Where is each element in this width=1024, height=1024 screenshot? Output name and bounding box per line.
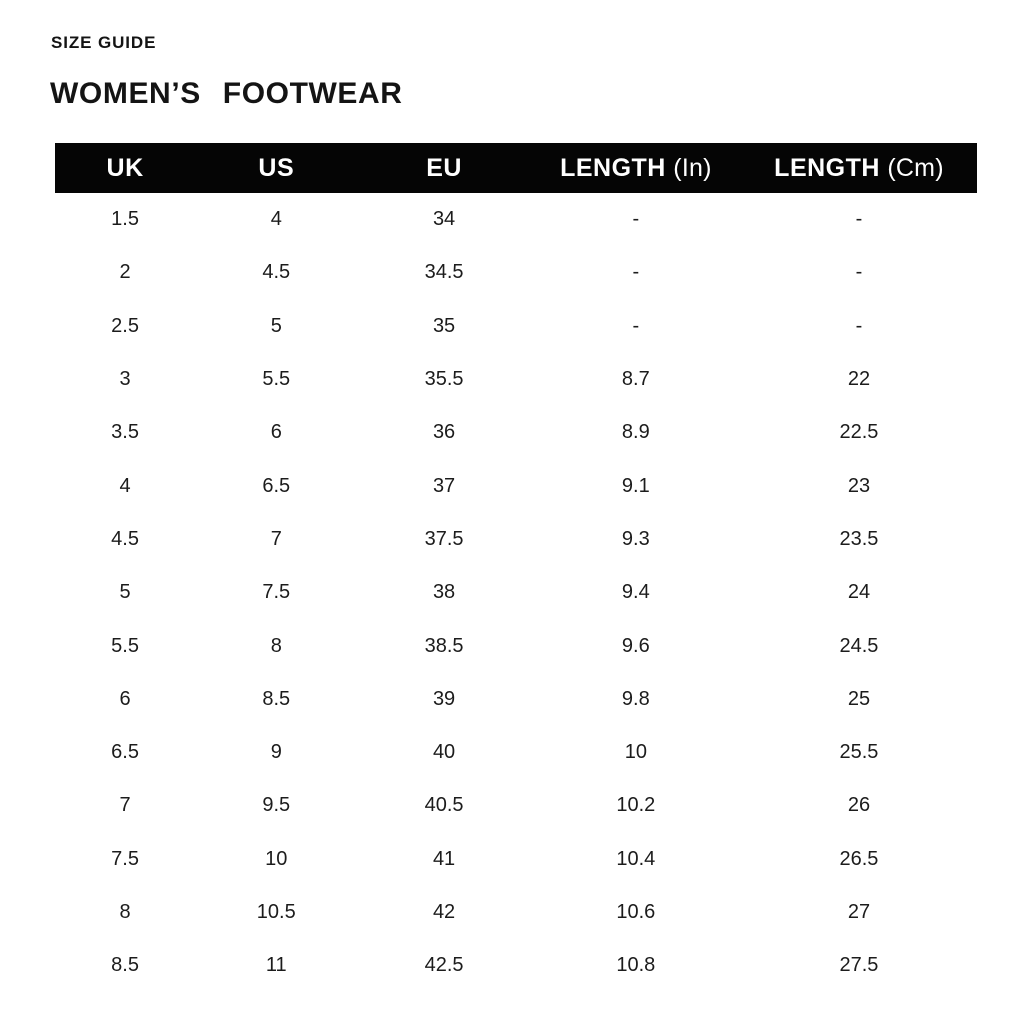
- table-row: [55, 673, 977, 726]
- table-cell: 26: [847, 794, 871, 817]
- table-cell: 7: [119, 794, 131, 817]
- column-header-eu: EU: [357, 143, 530, 193]
- header-row: [55, 143, 977, 193]
- column-header-us: US: [195, 143, 357, 193]
- table-cell: 9.1: [621, 474, 650, 497]
- table-cell: 22: [847, 368, 871, 391]
- table-row: [55, 833, 977, 886]
- table-row: [55, 939, 977, 992]
- column-header-length-cm: LENGTH (Cm): [741, 143, 977, 193]
- table-cell: 4: [119, 474, 131, 497]
- table-cell: 37: [432, 474, 456, 497]
- table-cell: 10: [265, 847, 288, 870]
- table-cell: 5.5: [262, 368, 291, 391]
- table-cell: 10.6: [616, 901, 656, 923]
- table-cell: 8.9: [621, 421, 650, 444]
- table-cell: 2.5: [111, 314, 139, 337]
- table-cell: 8: [270, 634, 282, 657]
- table-cell: -: [855, 314, 863, 337]
- table-cell: 9.8: [621, 687, 650, 710]
- table-row: [55, 406, 977, 459]
- table-row: [55, 246, 977, 299]
- table-row: [55, 513, 977, 566]
- table-row: [55, 353, 977, 406]
- table-cell: 2: [119, 261, 131, 284]
- table-cell: 10.2: [616, 794, 656, 817]
- table-cell: 7.5: [262, 581, 291, 604]
- table-cell: -: [632, 208, 640, 231]
- table-cell: 4.5: [111, 527, 139, 550]
- table-cell: 27: [847, 901, 871, 923]
- table-cell: 8: [119, 901, 131, 923]
- table-cell: 11: [265, 954, 287, 977]
- table-cell: 42: [432, 901, 456, 923]
- table-cell: 22.5: [839, 421, 879, 444]
- size-table-header: [55, 143, 977, 193]
- table-row: [55, 619, 977, 672]
- table-cell: 37.5: [424, 527, 464, 550]
- table-cell: 38: [432, 581, 456, 604]
- table-cell: -: [855, 261, 863, 284]
- size-table: [55, 143, 977, 992]
- table-row: [55, 566, 977, 619]
- page-title: WOMEN’S FOOTWEAR: [50, 77, 403, 110]
- table-cell: 6: [270, 421, 282, 444]
- table-cell: 36: [432, 421, 456, 444]
- table-row: [55, 300, 977, 353]
- table-cell: 6: [119, 687, 131, 710]
- table-cell: 9.4: [621, 581, 650, 604]
- table-cell: 26.5: [839, 847, 879, 870]
- table-cell: 8.7: [621, 368, 650, 391]
- table-cell: 27.5: [839, 954, 879, 977]
- table-row: [55, 193, 977, 246]
- table-cell: 35.5: [424, 368, 464, 391]
- table-cell: -: [855, 208, 863, 231]
- table-cell: 6.5: [111, 741, 139, 764]
- table-cell: 4: [270, 208, 282, 231]
- table-cell: 38.5: [424, 634, 464, 657]
- table-cell: 3.5: [111, 421, 139, 444]
- table-cell: 8.5: [111, 954, 139, 977]
- table-cell: 5.5: [111, 634, 139, 657]
- table-cell: 8.5: [262, 687, 291, 710]
- column-header-length-in: LENGTH (In): [531, 143, 741, 193]
- table-cell: 10.8: [616, 954, 656, 977]
- table-cell: 5: [119, 581, 131, 604]
- table-cell: 6.5: [262, 474, 291, 497]
- table-cell: 5: [270, 314, 282, 337]
- table-cell: 35: [432, 314, 456, 337]
- table-cell: 9.5: [262, 794, 291, 817]
- table-cell: -: [632, 261, 640, 284]
- table-cell: 40: [432, 741, 456, 764]
- table-cell: 24.5: [839, 634, 879, 657]
- table-cell: 10.4: [616, 847, 656, 870]
- table-row: [55, 886, 977, 939]
- size-table-body: [55, 193, 977, 992]
- table-row: [55, 779, 977, 832]
- table-cell: 7: [270, 527, 282, 550]
- table-row: [55, 459, 977, 512]
- table-cell: 9.3: [621, 527, 650, 550]
- table-cell: 9.6: [621, 634, 650, 657]
- table-cell: 1.5: [111, 208, 139, 231]
- table-cell: 40.5: [424, 794, 464, 817]
- table-cell: 10: [624, 741, 647, 764]
- table-cell: 41: [432, 847, 456, 870]
- table-cell: 23.5: [839, 527, 879, 550]
- table-cell: 34: [432, 208, 456, 231]
- table-cell: 7.5: [111, 847, 139, 870]
- table-cell: 23: [847, 474, 871, 497]
- table-cell: 4.5: [262, 261, 291, 284]
- table-cell: 42.5: [424, 954, 464, 977]
- size-guide-label: SIZE GUIDE: [51, 33, 157, 52]
- table-cell: 3: [119, 368, 131, 391]
- column-header-uk: UK: [55, 143, 195, 193]
- table-cell: 39: [432, 687, 456, 710]
- table-cell: 24: [847, 581, 871, 604]
- table-cell: 10.5: [256, 901, 296, 923]
- table-cell: 25: [847, 687, 871, 710]
- table-row: [55, 726, 977, 779]
- table-cell: 25.5: [839, 741, 879, 764]
- table-cell: 9: [270, 741, 282, 764]
- table-cell: -: [632, 314, 640, 337]
- table-cell: 34.5: [424, 261, 464, 284]
